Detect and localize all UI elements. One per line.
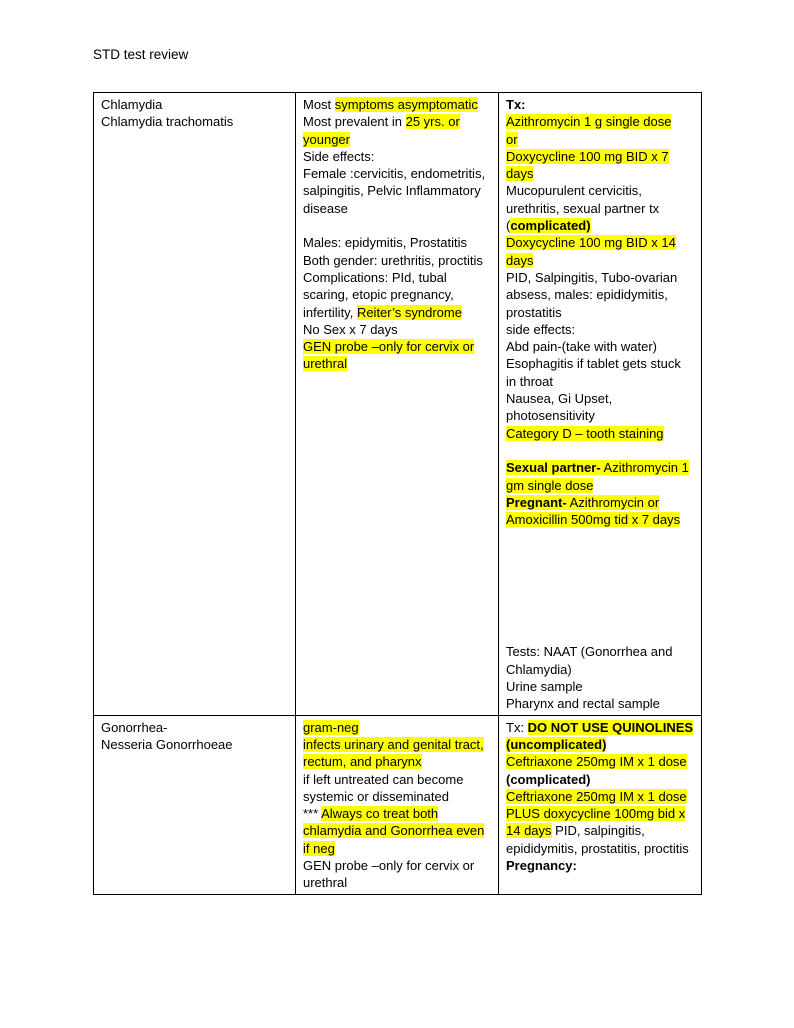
highlighted-text: Always co treat both chlamydia and Gonorrhea even if neg (303, 806, 485, 856)
table-row-chlamydia (94, 93, 702, 716)
tests-block (506, 643, 694, 712)
text: Tx: (506, 719, 528, 735)
highlighted-text: gram-neg (303, 719, 359, 735)
highlighted-text: Ceftriaxone 250mg IM x 1 dose PLUS doxycycline 100mg bid x 14 days (506, 788, 687, 839)
text: Complications: PId, tubal scaring, etopic pregnancy, infertility, (303, 269, 454, 320)
highlighted-text: 25 yrs. or (405, 114, 460, 130)
text: Most prevalent in (303, 114, 406, 130)
std-table (93, 92, 702, 895)
text-line: PID, Salpingitis, Tubo-ovarian absess, males: epididymitis, prostatitis (506, 269, 678, 320)
organism-name: Nesseria Gonorrhoeae (101, 736, 233, 752)
text-line (506, 753, 694, 770)
highlighted-text: Reiter’s syndrome (356, 304, 462, 320)
text-line: Both gender: urethritis, proctitis (303, 252, 483, 268)
highlighted-label: Pregnant- (506, 494, 567, 510)
treatment-heading: Tx: (506, 97, 526, 112)
highlighted-text: complicated) (510, 218, 591, 234)
text: Most (303, 97, 335, 112)
text-line: GEN probe –only for cervix or urethral (303, 857, 475, 891)
highlighted-text: or (506, 131, 518, 147)
text-line (506, 234, 694, 269)
text-line: Pharynx and rectal sample (506, 696, 660, 712)
text-line: if left untreated can become systemic or disseminated (303, 771, 464, 804)
text-line (506, 113, 694, 130)
text-line (303, 805, 491, 857)
text: ( (506, 218, 511, 234)
treatment-cell (499, 93, 702, 716)
text-line (506, 459, 694, 494)
text-line (506, 217, 694, 234)
text-line: Female :cervicitis, endometritis, salpingitis, Pelvic Inflammatory disease (303, 166, 486, 216)
text-line (303, 131, 491, 148)
text-line (303, 338, 491, 373)
table-row-gonorrhea (94, 715, 702, 894)
text-line: side effects: (506, 321, 576, 337)
highlighted-text: DO NOT USE QUINOLINES (527, 719, 694, 735)
text-line: Mucopurulent cervicitis, urethritis, sexual partner tx (506, 183, 660, 216)
text: PID, salpingitis, epididymitis, prostatitis, proctitis (506, 823, 689, 856)
highlighted-text: (uncomplicated) (506, 736, 607, 752)
highlighted-text: younger (303, 131, 350, 147)
text-line: Tests: NAAT (Gonorrhea and Chlamydia) (506, 644, 673, 677)
text-line: No Sex x 7 days (303, 321, 398, 337)
organism-name: Chlamydia trachomatis (101, 114, 234, 130)
text-line: Esophagitis if tablet gets stuck in throat (506, 356, 681, 389)
text-line: Males: epidymitis, Prostatitis (303, 235, 467, 251)
highlighted-text: GEN probe –only for cervix or urethral (303, 339, 475, 372)
text-line (506, 494, 694, 529)
spacer (303, 217, 491, 234)
highlighted-text: infects urinary and genital tract, rectum, and pharynx (303, 736, 484, 770)
text-line: Nausea, Gi Upset, photosensitivity (506, 391, 613, 424)
treatment-cell (499, 715, 702, 894)
description-cell (296, 93, 499, 716)
highlighted-label: Sexual partner- (506, 460, 601, 476)
description-cell (296, 715, 499, 894)
text-line (506, 131, 694, 148)
text-line (506, 425, 694, 442)
text-line (303, 96, 491, 113)
text-line (303, 736, 491, 771)
text-line: Side effects: (303, 148, 375, 164)
text-line (506, 788, 694, 857)
text-line: (complicated) (506, 771, 591, 787)
disease-name: Chlamydia (101, 97, 163, 112)
highlighted-text: Azithromycin or Amoxicillin 500mg tid x 7 days (506, 494, 681, 528)
spacer (506, 442, 694, 459)
text-line (303, 719, 491, 736)
page-title: STD test review (93, 47, 189, 62)
text: *** (303, 806, 322, 822)
text-line (303, 113, 491, 130)
text-line (506, 148, 694, 183)
text-line: Urine sample (506, 679, 583, 695)
disease-name: Gonorrhea- (101, 719, 168, 735)
highlighted-text: Category D – tooth staining (506, 425, 664, 441)
disease-cell (94, 715, 296, 894)
disease-cell (94, 93, 296, 716)
highlighted-text: Azithromycin 1 gm single dose (506, 460, 689, 493)
highlighted-text: Doxycycline 100 mg BID x 14 days (506, 235, 676, 268)
text-line (506, 719, 694, 736)
highlighted-text: Azithromycin 1 g single dose (506, 114, 672, 130)
text-line: Abd pain-(take with water) (506, 339, 658, 355)
text-line (303, 269, 491, 321)
highlighted-text: symptoms asymptomatic (334, 97, 478, 112)
text-line (506, 736, 694, 753)
highlighted-text: Doxycycline 100 mg BID x 7 days (506, 148, 669, 182)
text-line: Pregnancy: (506, 857, 577, 873)
highlighted-text: Ceftriaxone 250mg IM x 1 dose (506, 754, 687, 770)
